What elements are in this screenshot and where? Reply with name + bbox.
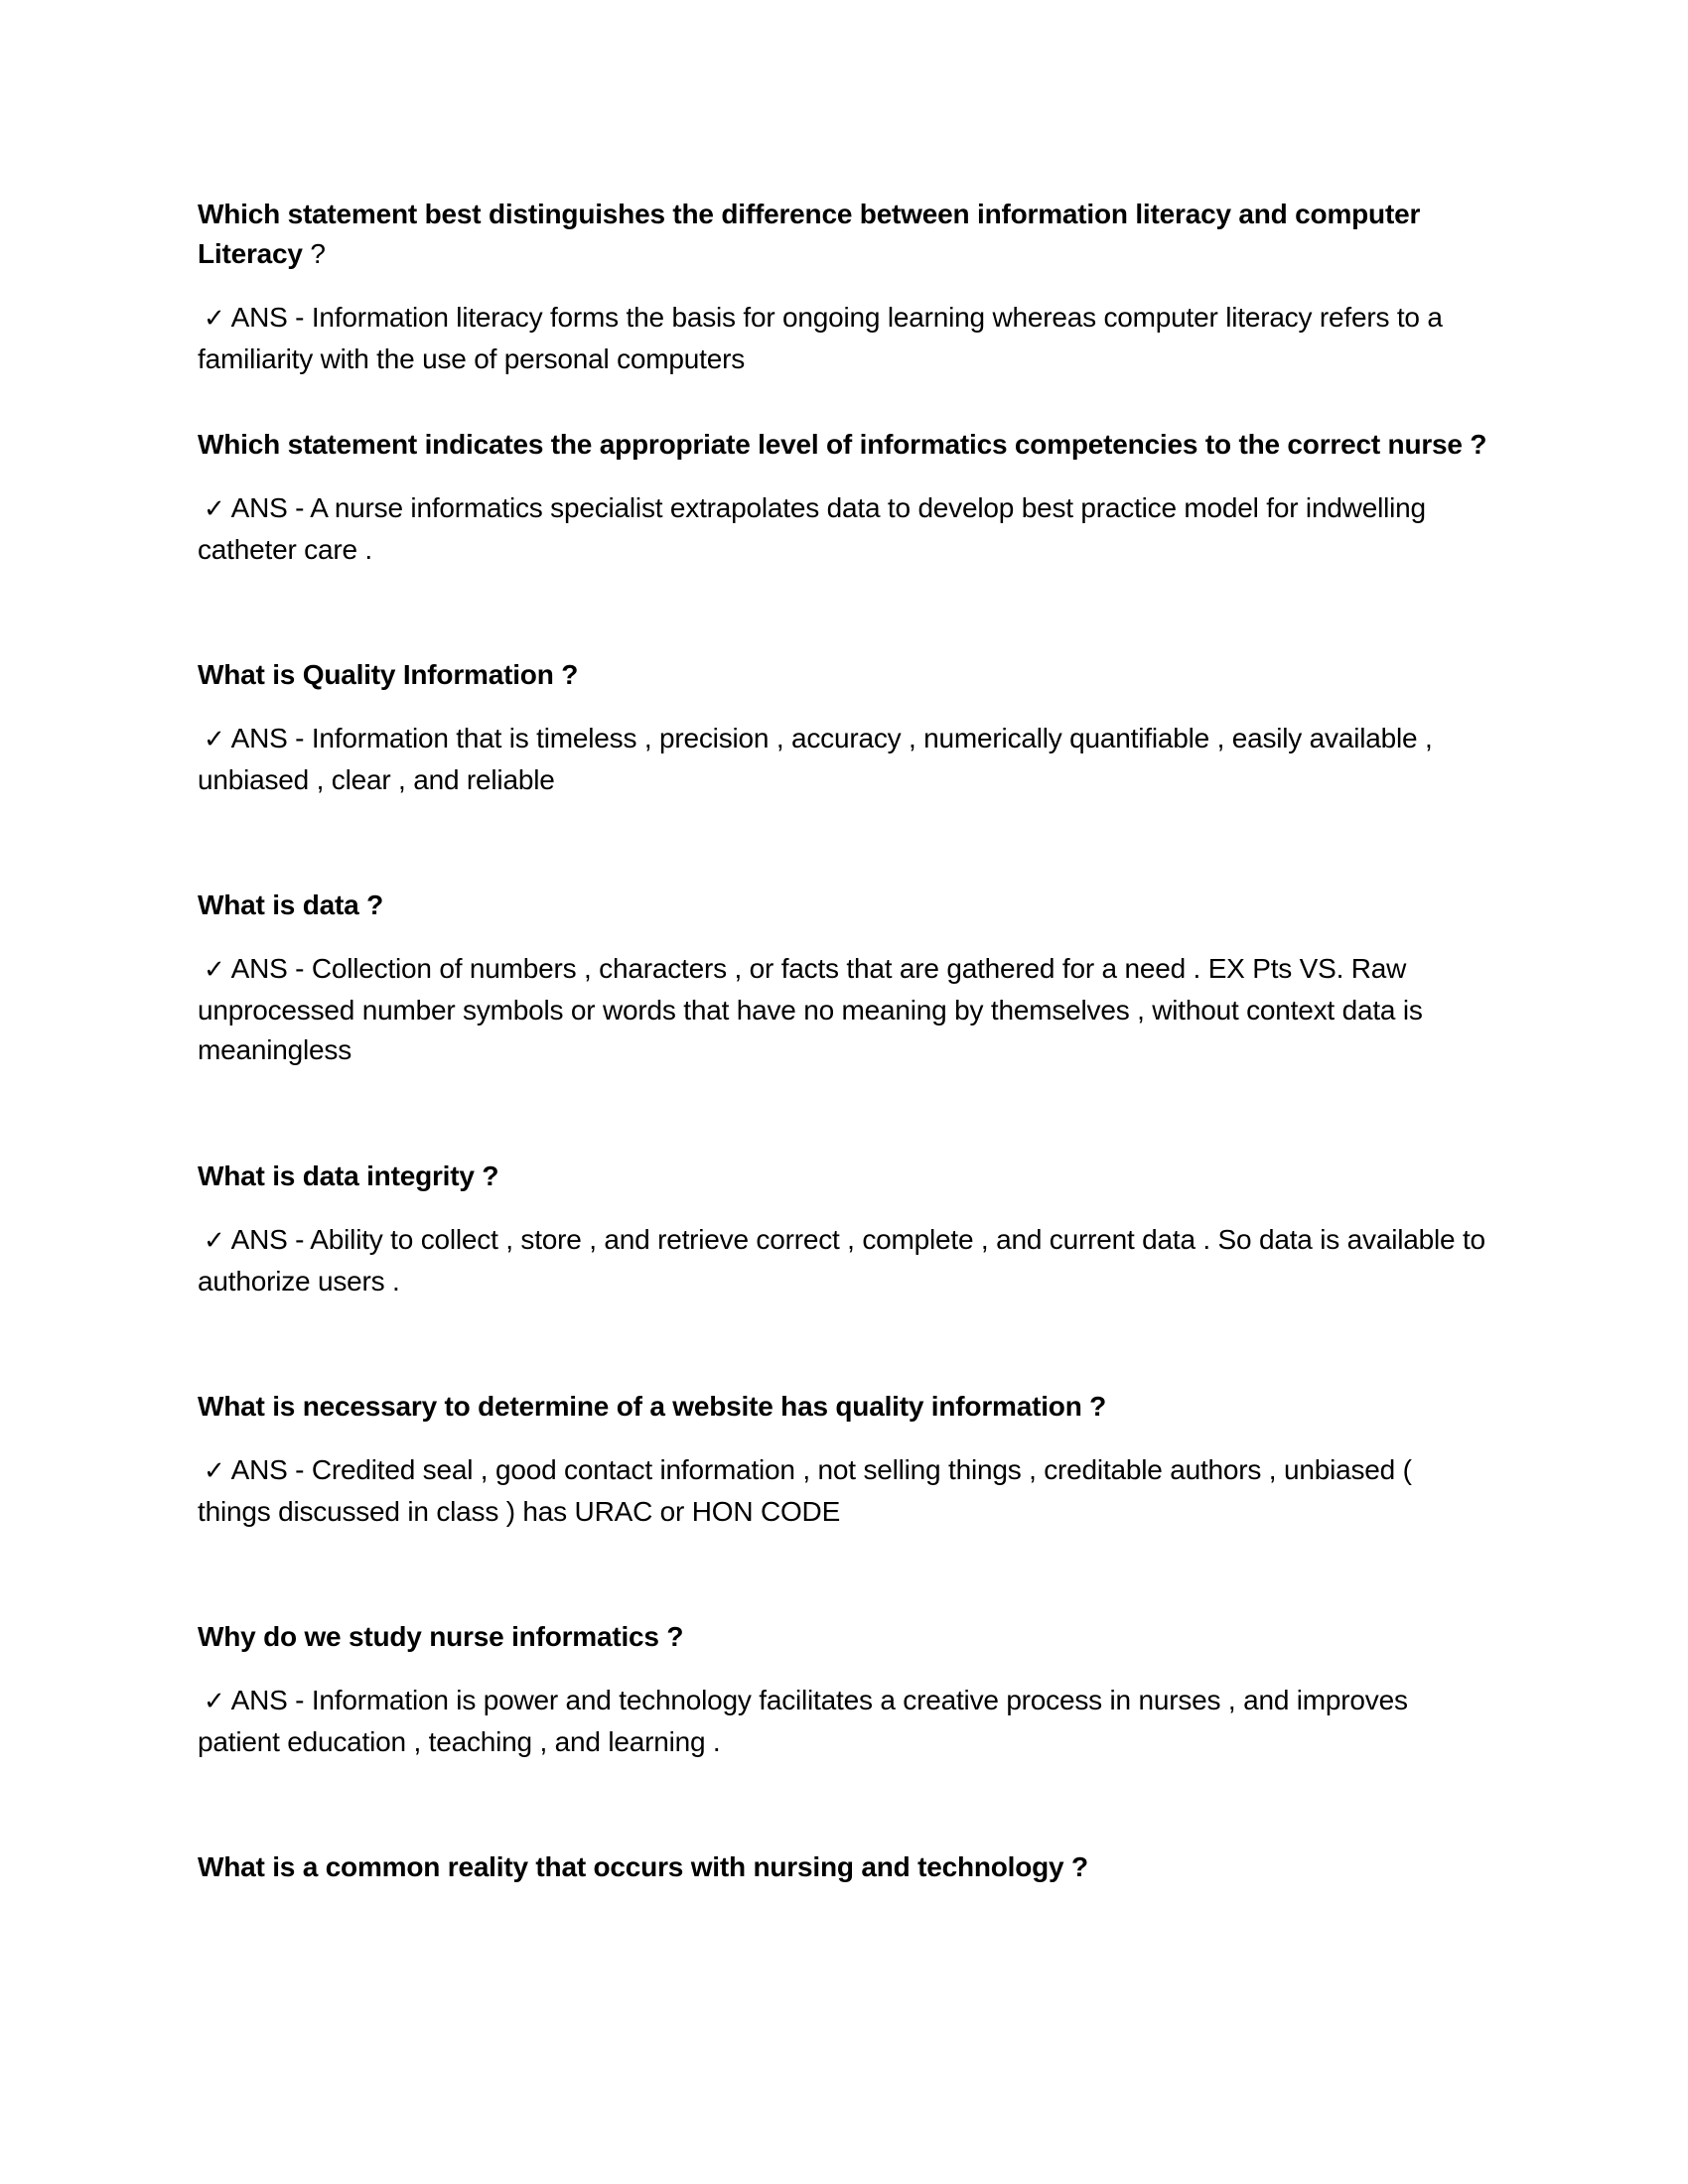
qa-list bbox=[198, 195, 1488, 2078]
answer-text: ✓ ANS - A nurse informatics specialist extrapolates data to develop best practice model for indwelling catheter care . bbox=[198, 492, 1426, 565]
qa-item-6 bbox=[198, 1387, 1488, 1617]
answer-text: ✓ ANS - Information that is timeless , precision , accuracy , numerically quantifiable , easily available , unbiased , clear , and reliable bbox=[198, 723, 1433, 795]
qa-item-5 bbox=[198, 1157, 1488, 1387]
answer-text: ✓ ANS - Information is power and technology facilitates a creative process in nurses , and improves patient education , teaching , and learning . bbox=[198, 1685, 1408, 1757]
checkmark-icon: ✓ bbox=[204, 494, 225, 524]
question-text: What is a common reality that occurs with nursing and technology ? bbox=[198, 1851, 1088, 1882]
question-text: What is Quality Information ? bbox=[198, 659, 579, 690]
question-text: Why do we study nurse informatics ? bbox=[198, 1621, 684, 1652]
qa-item-2 bbox=[198, 425, 1488, 655]
checkmark-icon: ✓ bbox=[204, 955, 225, 985]
answer-text: ✓ ANS - Ability to collect , store , and retrieve correct , complete , and current data . So data is available to authorize users . bbox=[198, 1224, 1485, 1297]
checkmark-icon: ✓ bbox=[204, 1226, 225, 1256]
answer-text: ✓ ANS - Information literacy forms the basis for ongoing learning whereas computer literacy refers to a familiarity with the use of personal computers bbox=[198, 302, 1443, 374]
checkmark-icon: ✓ bbox=[204, 304, 225, 334]
answer-text: ✓ ANS - Collection of numbers , characters , or facts that are gathered for a need . EX Pts VS. Raw unprocessed number symbols or words that have no meaning by themselves , without context data is meaningless bbox=[198, 953, 1423, 1065]
checkmark-icon: ✓ bbox=[204, 1456, 225, 1486]
qa-item-3 bbox=[198, 655, 1488, 886]
question-text: Which statement best distinguishes the difference between information literacy and computer Literacy ? bbox=[198, 199, 1421, 269]
checkmark-icon: ✓ bbox=[204, 725, 225, 754]
question-text: What is necessary to determine of a website has quality information ? bbox=[198, 1391, 1107, 1422]
qa-item-1 bbox=[198, 195, 1488, 425]
question-suffix: ? bbox=[302, 238, 326, 269]
question-text: Which statement indicates the appropriate level of informatics competencies to the correct nurse ? bbox=[198, 429, 1487, 460]
question-text: What is data ? bbox=[198, 889, 383, 920]
qa-item-8 bbox=[198, 1847, 1488, 2078]
qa-item-7 bbox=[198, 1617, 1488, 1847]
question-text: What is data integrity ? bbox=[198, 1160, 499, 1191]
answer-text: ✓ ANS - Credited seal , good contact information , not selling things , creditable authors , unbiased ( things discussed in class ) has URAC or HON CODE bbox=[198, 1454, 1412, 1527]
qa-item-4 bbox=[198, 886, 1488, 1157]
checkmark-icon: ✓ bbox=[204, 1687, 225, 1716]
